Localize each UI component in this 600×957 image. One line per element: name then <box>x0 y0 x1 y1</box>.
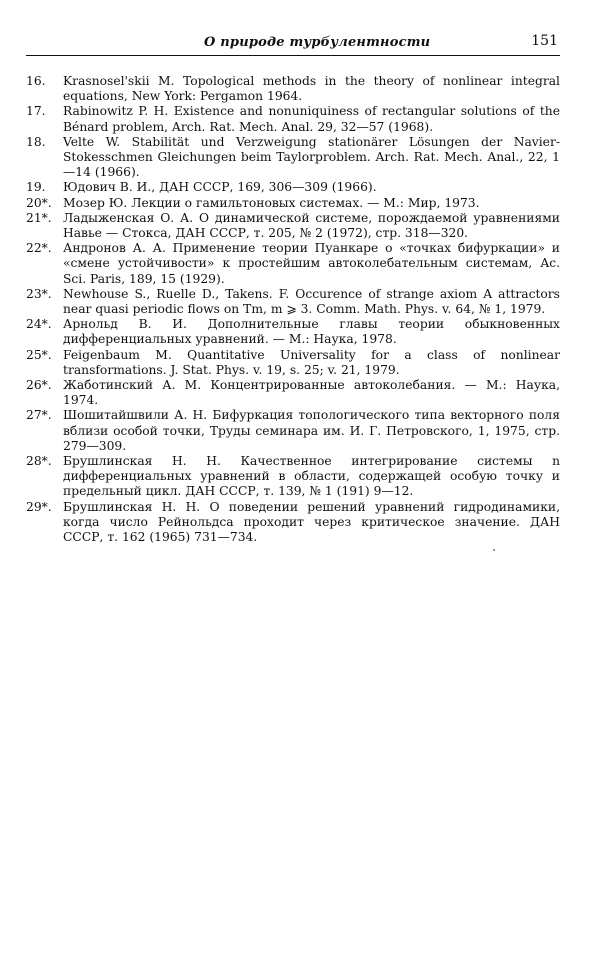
reference-item <box>26 104 560 134</box>
reference-number: 27*. <box>26 408 52 423</box>
reference-number: 16. <box>26 74 46 88</box>
reference-text: Андронов А. А. Применение теории Пуанкаре о «точках бифуркации» и «смене устойчивости» к простейшим автоколебательным системам, Ac. Sci. Paris, 189, 15 (1929). <box>63 241 560 286</box>
reference-item <box>26 317 560 347</box>
reference-number: 28*. <box>26 454 52 469</box>
reference-number: 21*. <box>26 210 52 225</box>
reference-text: Ладыженская О. А. О динамической системе, порождаемой уравнениями Навье — Стокса, ДАН СССР, т. 205, № 2 (1972), стр. 318—320. <box>63 210 560 241</box>
reference-text: Rabinowitz P. H. Existence and nonuniquiness of rectangular solutions of the Bénard problem, Arch. Rat. Mech. Anal. 29, 32—57 (1968). <box>63 104 560 134</box>
reference-number: 25*. <box>26 347 52 362</box>
reference-text: Брушлинская Н. Н. Качественное интегрирование системы n дифференциальных уравнений в области, содержащей особую точку и предельный цикл. ДАН СССР, т. 139, № 1 (191) 9—12. <box>63 454 560 499</box>
reference-item <box>26 378 560 408</box>
reference-item <box>26 196 560 211</box>
reference-text: Шошитайшвили А. Н. Бифуркация топологического типа векторного поля вблизи особой точки, Труды семинара им. И. Г. Петровского, 1, 1975, стр. 279—309. <box>63 408 560 453</box>
reference-text: Арнольд В. И. Дополнительные главы теории обыкновенных дифференциальных уравнений. — М.: Наука, 1978. <box>63 317 560 347</box>
reference-text: Krasnosel'skii M. Topological methods in the theory of nonlinear integral equations, New York: Pergamon 1964. <box>63 74 560 104</box>
reference-number: 17. <box>26 104 46 119</box>
reference-item <box>26 135 560 181</box>
reference-item <box>26 454 560 500</box>
reference-number: 29*. <box>26 499 52 514</box>
reference-item <box>26 74 560 104</box>
running-head <box>26 33 560 56</box>
reference-number: 26*. <box>26 378 52 393</box>
print-speck <box>493 549 495 551</box>
reference-text: Жаботинский А. М. Концентрированные автоколебания. — М.: Наука, 1974. <box>63 378 560 408</box>
reference-text: Newhouse S., Ruelle D., Takens. F. Occurence of strange axiom A attractors near quasi periodic flows on Tm, m ⩾ 3. Comm. Math. Phys. v. 64, № 1, 1979. <box>63 286 560 317</box>
reference-number: 20*. <box>26 195 52 210</box>
reference-item <box>26 241 560 287</box>
reference-number: 18. <box>26 134 46 149</box>
reference-number: 24*. <box>26 317 52 332</box>
running-title: О природе турбулентности <box>204 35 431 50</box>
reference-text: Брушлинская Н. Н. О поведении решений уравнений гидродинамики, когда число Рейнольдса проходит через критическое значение. ДАН СССР, т. 162 (1965) 731—734. <box>63 499 560 545</box>
reference-text: Юдович В. И., ДАН СССР, 169, 306—309 (1966). <box>63 180 377 195</box>
reference-text: Мозер Ю. Лекции о гамильтоновых системах. — М.: Мир, 1973. <box>63 195 480 210</box>
reference-item <box>26 287 560 317</box>
reference-number: 23*. <box>26 286 52 301</box>
reference-item <box>26 348 560 378</box>
reference-item <box>26 180 560 195</box>
reference-item <box>26 211 560 241</box>
reference-text: Feigenbaum M. Quantitative Universality for a class of nonlinear transformations. J. Stat. Phys. v. 19, s. 25; v. 21, 1979. <box>63 347 560 377</box>
reference-text: Velte W. Stabilität und Verzweigung stationärer Lösungen der Navier-Stokesschmen Gleichungen beim Taylorproblem. Arch. Rat. Mech. Anal., 22, 1—14 (1966). <box>63 134 560 180</box>
reference-number: 19. <box>26 180 46 195</box>
reference-item <box>26 500 560 546</box>
page-number: 151 <box>531 33 558 49</box>
reference-number: 22*. <box>26 241 52 256</box>
reference-item <box>26 408 560 454</box>
reference-list <box>26 74 560 545</box>
